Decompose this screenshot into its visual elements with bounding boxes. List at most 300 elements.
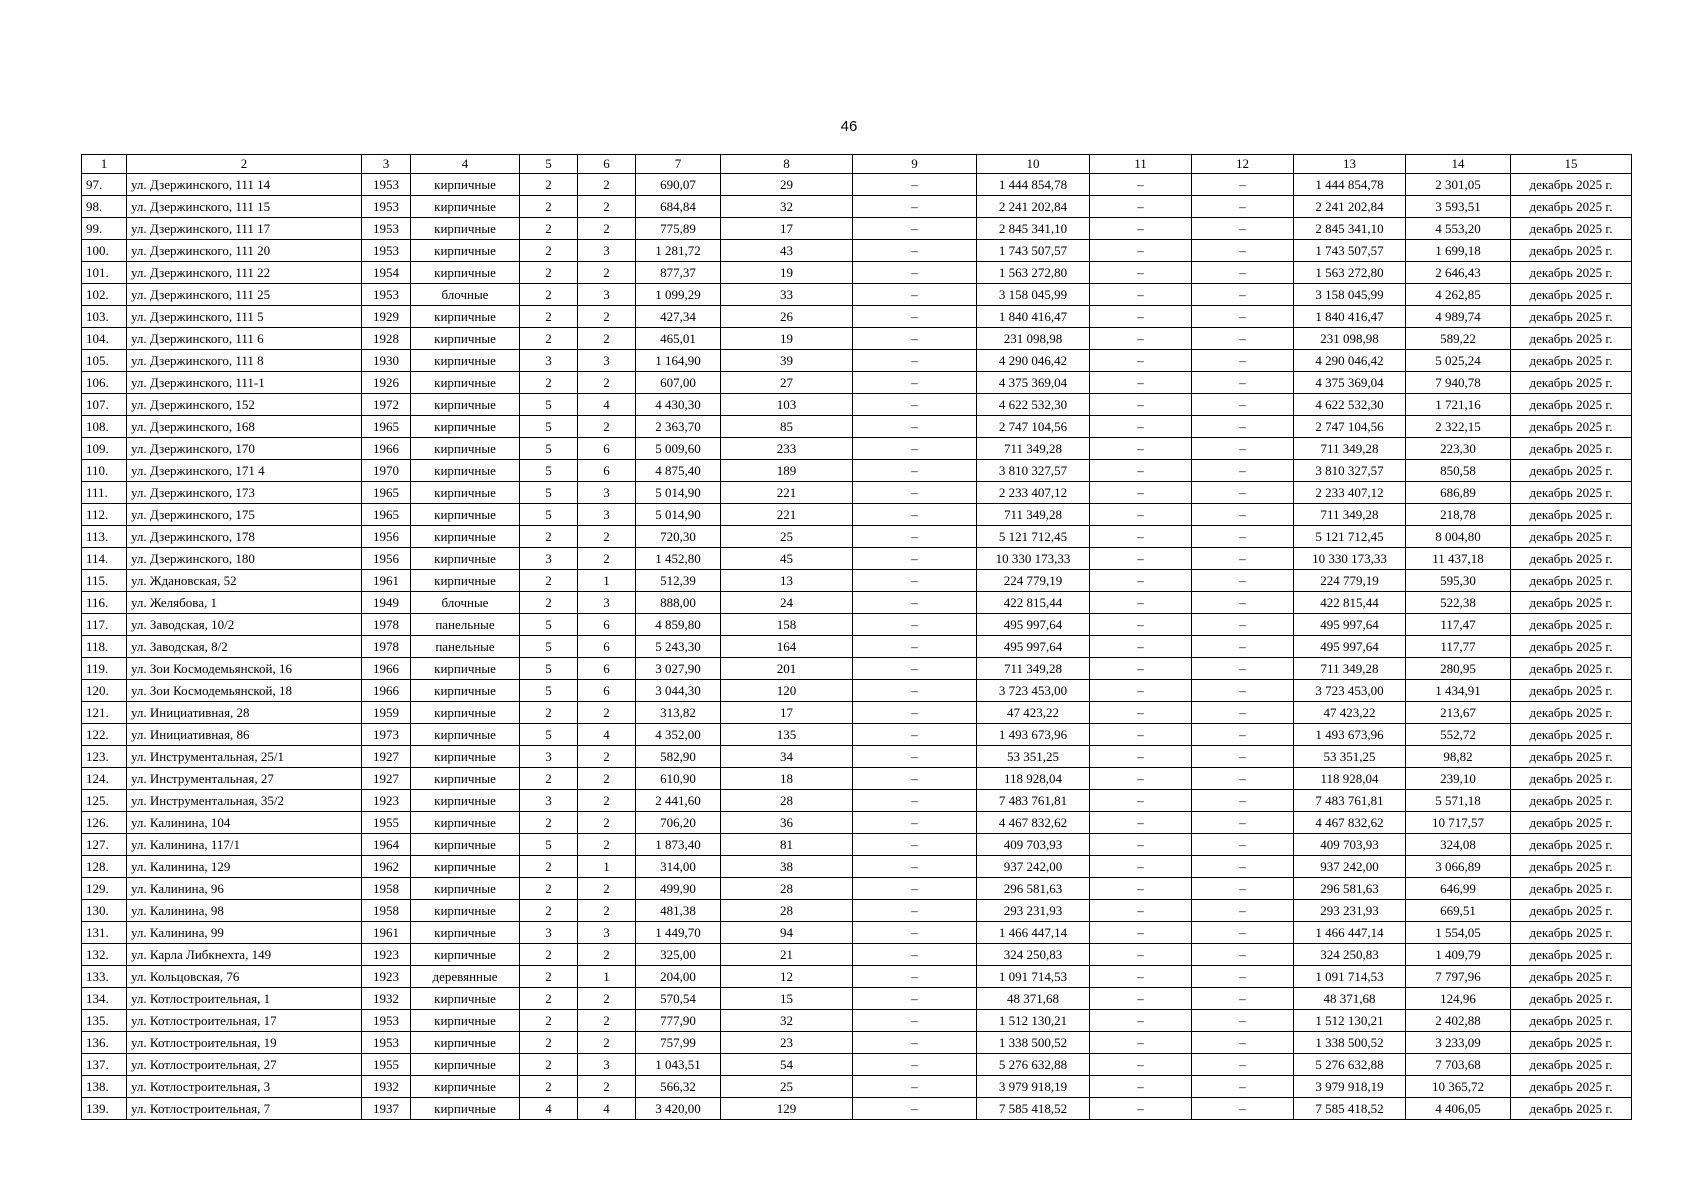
table-row [82,526,1632,548]
table-cell: 39 [721,350,853,372]
table-cell: 6 [578,614,636,636]
column-header: 6 [578,155,636,174]
table-cell: – [853,988,977,1010]
table-cell: 7 585 418,52 [977,1098,1090,1120]
table-cell: – [1090,614,1192,636]
table-cell: – [1192,174,1294,196]
table-cell: 1937 [362,1098,411,1120]
table-cell: декабрь 2025 г. [1511,1076,1632,1098]
table-cell: 33 [721,284,853,306]
table-cell: 296 581,63 [1294,878,1406,900]
table-cell: – [1090,988,1192,1010]
table-cell: декабрь 2025 г. [1511,944,1632,966]
table-cell: – [1090,284,1192,306]
row-number-cell: 136. [82,1032,127,1054]
column-header: 15 [1511,155,1632,174]
column-header: 4 [411,155,520,174]
table-cell: – [1090,416,1192,438]
table-cell: 221 [721,504,853,526]
table-cell: 6 [578,658,636,680]
address-cell: ул. Заводская, 8/2 [127,636,362,658]
table-cell: – [1090,372,1192,394]
table-cell: 570,54 [636,988,721,1010]
address-cell: ул. Дзержинского, 111 22 [127,262,362,284]
address-cell: ул. Инициативная, 86 [127,724,362,746]
table-cell: – [1192,526,1294,548]
table-cell: 54 [721,1054,853,1076]
table-cell: 1 743 507,57 [977,240,1090,262]
table-cell: 27 [721,372,853,394]
table-row [82,614,1632,636]
table-cell: 224 779,19 [977,570,1090,592]
table-cell: – [853,438,977,460]
table-cell: 3 810 327,57 [1294,460,1406,482]
table-cell: 1 449,70 [636,922,721,944]
table-cell: – [853,174,977,196]
table-cell: 3 [578,592,636,614]
table-cell: – [1090,504,1192,526]
table-cell: 3 [578,284,636,306]
table-cell: декабрь 2025 г. [1511,240,1632,262]
address-cell: ул. Калинина, 96 [127,878,362,900]
table-row [82,262,1632,284]
row-number-cell: 120. [82,680,127,702]
row-number-cell: 130. [82,900,127,922]
table-cell: 3 [520,350,578,372]
table-cell: 21 [721,944,853,966]
table-cell: – [1192,1076,1294,1098]
table-cell: – [1090,1098,1192,1120]
table-cell: – [853,592,977,614]
table-cell: 233 [721,438,853,460]
table-cell: 2 [578,372,636,394]
table-cell: – [1090,746,1192,768]
table-cell: 2 747 104,56 [1294,416,1406,438]
table-cell: 2 [520,306,578,328]
table-cell: 2 [578,746,636,768]
table-cell: 7 483 761,81 [1294,790,1406,812]
table-cell: кирпичные [411,196,520,218]
table-cell: 3 [578,240,636,262]
table-cell: декабрь 2025 г. [1511,900,1632,922]
table-cell: кирпичные [411,944,520,966]
row-number-cell: 125. [82,790,127,812]
table-cell: – [853,416,977,438]
table-cell: 2 [578,218,636,240]
table-cell: 7 483 761,81 [977,790,1090,812]
table-cell: 5 [520,834,578,856]
table-body [82,174,1632,1120]
table-cell: – [1090,482,1192,504]
table-cell: 2 [578,878,636,900]
table-cell: 1972 [362,394,411,416]
table-cell: 684,84 [636,196,721,218]
table-cell: – [853,284,977,306]
table-row [82,1054,1632,1076]
table-cell: 1958 [362,878,411,900]
table-cell: 164 [721,636,853,658]
table-row [82,284,1632,306]
table-cell: 1964 [362,834,411,856]
table-cell: 711 349,28 [1294,658,1406,680]
table-cell: – [853,262,977,284]
table-cell: декабрь 2025 г. [1511,1032,1632,1054]
address-cell: ул. Кольцовская, 76 [127,966,362,988]
table-cell: кирпичные [411,548,520,570]
table-cell: декабрь 2025 г. [1511,658,1632,680]
row-number-cell: 131. [82,922,127,944]
table-cell: 495 997,64 [1294,636,1406,658]
row-number-cell: 117. [82,614,127,636]
table-cell: 1927 [362,768,411,790]
table-row [82,1098,1632,1120]
address-cell: ул. Зои Космодемьянской, 16 [127,658,362,680]
table-cell: 43 [721,240,853,262]
table-cell: 7 940,78 [1406,372,1511,394]
table-cell: 1 699,18 [1406,240,1511,262]
table-cell: 4 859,80 [636,614,721,636]
table-cell: 2 [578,328,636,350]
address-cell: ул. Котлостроительная, 17 [127,1010,362,1032]
table-cell: – [853,350,977,372]
table-cell: 5 [520,438,578,460]
table-cell: кирпичные [411,768,520,790]
table-cell: 5 [520,460,578,482]
row-number-cell: 109. [82,438,127,460]
row-number-cell: 126. [82,812,127,834]
table-cell: – [1090,262,1192,284]
table-cell: 711 349,28 [1294,504,1406,526]
table-cell: – [1192,416,1294,438]
table-cell: 280,95 [1406,658,1511,680]
table-cell: 218,78 [1406,504,1511,526]
page-number: 46 [840,118,858,135]
table-cell: – [853,1076,977,1098]
table-cell: – [1090,526,1192,548]
table-cell: декабрь 2025 г. [1511,284,1632,306]
table-cell: – [1090,944,1192,966]
table-cell: 32 [721,1010,853,1032]
table-cell: 1 338 500,52 [1294,1032,1406,1054]
table-cell: – [1090,636,1192,658]
table-cell: кирпичные [411,658,520,680]
table-cell: 3 233,09 [1406,1032,1511,1054]
table-cell: 1949 [362,592,411,614]
table-row [82,218,1632,240]
table-cell: 937 242,00 [977,856,1090,878]
table-cell: кирпичные [411,922,520,944]
row-number-cell: 122. [82,724,127,746]
table-cell: 3 420,00 [636,1098,721,1120]
table-cell: 4 989,74 [1406,306,1511,328]
table-cell: декабрь 2025 г. [1511,988,1632,1010]
table-cell: декабрь 2025 г. [1511,460,1632,482]
table-cell: декабрь 2025 г. [1511,504,1632,526]
table-cell: – [1090,900,1192,922]
table-cell: – [853,614,977,636]
table-cell: кирпичные [411,394,520,416]
table-cell: 3 593,51 [1406,196,1511,218]
table-cell: 5 [520,724,578,746]
address-cell: ул. Зои Космодемьянской, 18 [127,680,362,702]
table-row [82,504,1632,526]
table-cell: 2 [520,856,578,878]
table-cell: 610,90 [636,768,721,790]
table-cell: – [853,218,977,240]
table-cell: – [1090,350,1192,372]
row-number-cell: 127. [82,834,127,856]
table-cell: 690,07 [636,174,721,196]
table-cell: 129 [721,1098,853,1120]
table-cell: 223,30 [1406,438,1511,460]
table-cell: 1966 [362,680,411,702]
table-cell: декабрь 2025 г. [1511,394,1632,416]
table-cell: 3 [578,350,636,372]
table-row [82,768,1632,790]
table-cell: декабрь 2025 г. [1511,416,1632,438]
table-cell: 10 365,72 [1406,1076,1511,1098]
row-number-cell: 108. [82,416,127,438]
table-cell: – [853,834,977,856]
table-cell: 2 402,88 [1406,1010,1511,1032]
table-cell: 877,37 [636,262,721,284]
table-cell: 4 290 046,42 [1294,350,1406,372]
table-cell: 2 [520,372,578,394]
table-cell: 1978 [362,636,411,658]
table-cell: 28 [721,900,853,922]
table-cell: декабрь 2025 г. [1511,262,1632,284]
table-cell: – [1090,570,1192,592]
table-cell: – [1090,174,1192,196]
table-cell: 2 301,05 [1406,174,1511,196]
row-number-cell: 133. [82,966,127,988]
table-row [82,438,1632,460]
table-cell: 1959 [362,702,411,724]
address-cell: ул. Инициативная, 28 [127,702,362,724]
table-cell: – [1090,328,1192,350]
table-cell: 1 563 272,80 [1294,262,1406,284]
table-cell: 135 [721,724,853,746]
table-cell: – [853,812,977,834]
table-cell: 5 009,60 [636,438,721,460]
row-number-cell: 102. [82,284,127,306]
table-cell: 6 [578,680,636,702]
table-cell: кирпичные [411,878,520,900]
table-cell: – [1192,922,1294,944]
table-cell: 3 979 918,19 [1294,1076,1406,1098]
table-cell: 1 091 714,53 [977,966,1090,988]
table-cell: 2 [520,944,578,966]
address-cell: ул. Инструментальная, 25/1 [127,746,362,768]
table-cell: – [853,372,977,394]
table-row [82,988,1632,1010]
table-row [82,1032,1632,1054]
table-cell: 19 [721,262,853,284]
row-number-cell: 115. [82,570,127,592]
table-cell: – [1192,394,1294,416]
table-cell: 2 [520,570,578,592]
table-cell: – [1090,878,1192,900]
table-cell: 5 571,18 [1406,790,1511,812]
table-cell: 29 [721,174,853,196]
table-cell: 2 [520,988,578,1010]
table-cell: 495 997,64 [977,636,1090,658]
table-cell: 1973 [362,724,411,746]
table-cell: 6 [578,460,636,482]
table-cell: – [1090,922,1192,944]
table-cell: – [853,746,977,768]
table-cell: 1953 [362,196,411,218]
table-cell: 2 [520,1032,578,1054]
table-cell: 552,72 [1406,724,1511,746]
table-cell: 53 351,25 [1294,746,1406,768]
table-cell: 1 743 507,57 [1294,240,1406,262]
table-cell: 1 [578,966,636,988]
table-cell: 314,00 [636,856,721,878]
table-cell: 711 349,28 [977,438,1090,460]
column-header: 5 [520,155,578,174]
row-number-cell: 135. [82,1010,127,1032]
table-cell: – [853,1032,977,1054]
row-number-cell: 113. [82,526,127,548]
table-cell: 3 [520,790,578,812]
table-cell: 5 121 712,45 [977,526,1090,548]
table-cell: 582,90 [636,746,721,768]
table-row [82,350,1632,372]
table-cell: – [853,724,977,746]
table-cell: 4 467 832,62 [977,812,1090,834]
row-number-cell: 137. [82,1054,127,1076]
table-cell: 422 815,44 [977,592,1090,614]
table-cell: кирпичные [411,262,520,284]
table-cell: – [1192,790,1294,812]
table-cell: – [1192,614,1294,636]
table-cell: декабрь 2025 г. [1511,548,1632,570]
table-cell: блочные [411,284,520,306]
table-cell: 1 840 416,47 [1294,306,1406,328]
table-cell: 3 [520,548,578,570]
table-cell: 2 [578,262,636,284]
table-cell: 3 027,90 [636,658,721,680]
table-cell: – [1090,724,1192,746]
table-cell: 2 441,60 [636,790,721,812]
table-row [82,592,1632,614]
table-cell: 495 997,64 [1294,614,1406,636]
table-cell: 1932 [362,1076,411,1098]
table-cell: 4 375 369,04 [977,372,1090,394]
table-cell: декабрь 2025 г. [1511,526,1632,548]
table-cell: 4 [520,1098,578,1120]
table-cell: 325,00 [636,944,721,966]
table-row [82,966,1632,988]
table-row [82,746,1632,768]
table-cell: 324,08 [1406,834,1511,856]
table-cell: 2 646,43 [1406,262,1511,284]
table-cell: 81 [721,834,853,856]
address-cell: ул. Дзержинского, 170 [127,438,362,460]
row-number-cell: 119. [82,658,127,680]
table-row [82,1076,1632,1098]
address-cell: ул. Дзержинского, 168 [127,416,362,438]
table-cell: 1 452,80 [636,548,721,570]
column-header: 1 [82,155,127,174]
table-cell: 98,82 [1406,746,1511,768]
table-cell: 2 [520,812,578,834]
table-cell: – [1090,196,1192,218]
table-cell: декабрь 2025 г. [1511,680,1632,702]
table-cell: 4 375 369,04 [1294,372,1406,394]
table-cell: 94 [721,922,853,944]
table-row [82,636,1632,658]
table-cell: 47 423,22 [1294,702,1406,724]
row-number-cell: 128. [82,856,127,878]
table-cell: 2 [578,812,636,834]
table-cell: 4 [578,1098,636,1120]
table-cell: – [1192,812,1294,834]
table-cell: – [1192,328,1294,350]
table-cell: 1965 [362,504,411,526]
table-cell: 7 585 418,52 [1294,1098,1406,1120]
table-cell: – [1192,702,1294,724]
table-cell: 1928 [362,328,411,350]
table-cell: 1 512 130,21 [1294,1010,1406,1032]
address-cell: ул. Калинина, 129 [127,856,362,878]
address-cell: ул. Желябова, 1 [127,592,362,614]
table-cell: 1 493 673,96 [1294,724,1406,746]
table-cell: декабрь 2025 г. [1511,1098,1632,1120]
table-cell: декабрь 2025 г. [1511,218,1632,240]
table-cell: кирпичные [411,174,520,196]
address-cell: ул. Дзержинского, 111 5 [127,306,362,328]
table-cell: 4 622 532,30 [1294,394,1406,416]
address-cell: ул. Котлостроительная, 3 [127,1076,362,1098]
table-cell: 231 098,98 [1294,328,1406,350]
table-cell: – [853,1010,977,1032]
table-cell: 2 [578,1032,636,1054]
table-cell: 13 [721,570,853,592]
row-number-cell: 139. [82,1098,127,1120]
table-cell: 1 466 447,14 [1294,922,1406,944]
table-cell: 224 779,19 [1294,570,1406,592]
table-row [82,240,1632,262]
table-cell: 2 [578,790,636,812]
table-cell: 4 352,00 [636,724,721,746]
table-cell: 5 276 632,88 [977,1054,1090,1076]
table-cell: 669,51 [1406,900,1511,922]
table-cell: 2 [520,900,578,922]
address-cell: ул. Дзержинского, 171 4 [127,460,362,482]
table-cell: 1923 [362,966,411,988]
table-cell: – [1192,944,1294,966]
table-row [82,416,1632,438]
table-cell: 1956 [362,548,411,570]
row-number-cell: 116. [82,592,127,614]
table-cell: кирпичные [411,306,520,328]
row-number-cell: 118. [82,636,127,658]
table-cell: 3 158 045,99 [977,284,1090,306]
table-cell: 221 [721,482,853,504]
table-cell: 18 [721,768,853,790]
table-cell: – [1090,1076,1192,1098]
table-cell: панельные [411,614,520,636]
table-cell: декабрь 2025 г. [1511,746,1632,768]
table-row [82,460,1632,482]
table-cell: 10 717,57 [1406,812,1511,834]
table-cell: – [853,548,977,570]
row-number-cell: 129. [82,878,127,900]
row-number-cell: 97. [82,174,127,196]
table-cell: 231 098,98 [977,328,1090,350]
